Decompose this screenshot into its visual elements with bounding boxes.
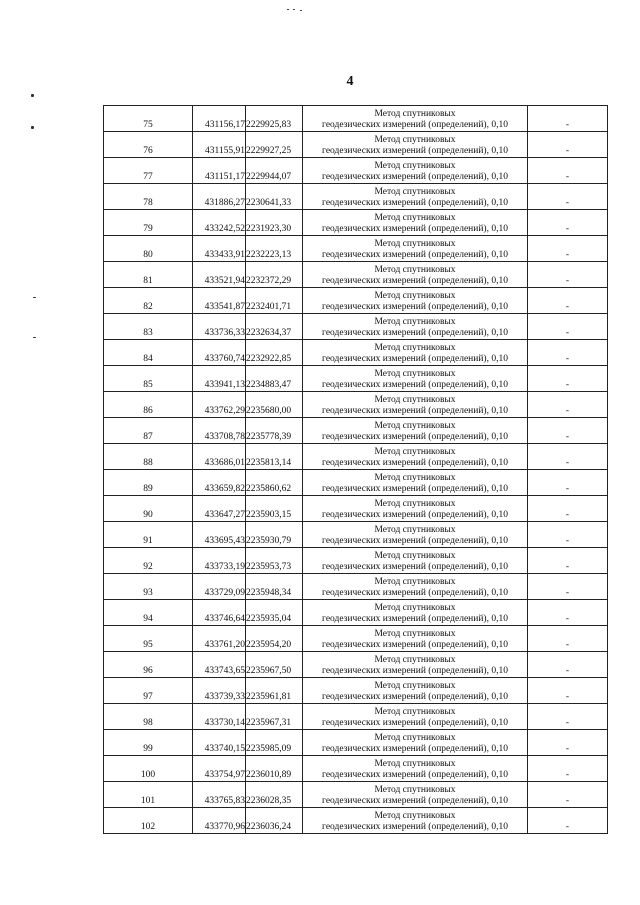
table-row <box>104 782 608 808</box>
table-row <box>104 366 608 392</box>
method-line-2: геодезических измерений (определений), 0,10 <box>322 172 508 182</box>
table-row <box>104 262 608 288</box>
method-line-1: Метод спутниковых <box>374 525 456 535</box>
method-line-1: Метод спутниковых <box>374 577 456 587</box>
method-line-2: геодезических измерений (определений), 0,10 <box>322 198 508 208</box>
point-number: 75 <box>104 106 193 132</box>
coordinate-y: 2235813,14 <box>246 444 303 470</box>
method-line-2: геодезических измерений (определений), 0,10 <box>322 692 508 702</box>
note-dash: - <box>528 574 608 600</box>
coordinate-x: 433695,43 <box>193 522 246 548</box>
method-cell <box>303 522 528 548</box>
scan-speck <box>31 126 34 129</box>
point-number: 76 <box>104 132 193 158</box>
note-dash: - <box>528 106 608 132</box>
point-number: 98 <box>104 704 193 730</box>
method-cell <box>303 626 528 652</box>
method-cell <box>303 314 528 340</box>
point-number: 85 <box>104 366 193 392</box>
point-number: 95 <box>104 626 193 652</box>
coordinate-y: 2235948,34 <box>246 574 303 600</box>
point-number: 100 <box>104 756 193 782</box>
point-number: 80 <box>104 236 193 262</box>
note-dash: - <box>528 756 608 782</box>
method-cell <box>303 730 528 756</box>
coordinate-x: 433765,83 <box>193 782 246 808</box>
coordinate-y: 2235860,62 <box>246 470 303 496</box>
table-row <box>104 210 608 236</box>
method-line-1: Метод спутниковых <box>374 759 456 769</box>
method-line-2: геодезических измерений (определений), 0,10 <box>322 328 508 338</box>
note-dash: - <box>528 626 608 652</box>
coordinate-y: 2235967,50 <box>246 652 303 678</box>
method-line-1: Метод спутниковых <box>374 213 456 223</box>
method-line-2: геодезических измерений (определений), 0,10 <box>322 822 508 832</box>
table-row <box>104 106 608 132</box>
page-number: 4 <box>346 74 354 89</box>
method-line-2: геодезических измерений (определений), 0,10 <box>322 718 508 728</box>
table-row <box>104 522 608 548</box>
coordinate-x: 431886,27 <box>193 184 246 210</box>
coordinate-y: 2229925,83 <box>246 106 303 132</box>
note-dash: - <box>528 808 608 834</box>
point-number: 84 <box>104 340 193 366</box>
note-dash: - <box>528 782 608 808</box>
note-dash: - <box>528 418 608 444</box>
method-cell <box>303 704 528 730</box>
coordinate-x: 433941,13 <box>193 366 246 392</box>
method-line-1: Метод спутниковых <box>374 369 456 379</box>
method-line-1: Метод спутниковых <box>374 551 456 561</box>
coordinate-y: 2235903,15 <box>246 496 303 522</box>
coordinate-y: 2236010,89 <box>246 756 303 782</box>
table-row <box>104 756 608 782</box>
coordinate-y: 2235953,73 <box>246 548 303 574</box>
method-cell <box>303 392 528 418</box>
method-line-2: геодезических измерений (определений), 0,10 <box>322 484 508 494</box>
method-line-2: геодезических измерений (определений), 0,10 <box>322 224 508 234</box>
coordinate-y: 2235935,04 <box>246 600 303 626</box>
method-line-2: геодезических измерений (определений), 0,10 <box>322 302 508 312</box>
note-dash: - <box>528 496 608 522</box>
method-cell <box>303 132 528 158</box>
note-dash: - <box>528 652 608 678</box>
table-row <box>104 288 608 314</box>
method-line-1: Метод спутниковых <box>374 317 456 327</box>
point-number: 90 <box>104 496 193 522</box>
note-dash: - <box>528 340 608 366</box>
note-dash: - <box>528 132 608 158</box>
point-number: 89 <box>104 470 193 496</box>
note-dash: - <box>528 548 608 574</box>
note-dash: - <box>528 314 608 340</box>
point-number: 83 <box>104 314 193 340</box>
table-row <box>104 184 608 210</box>
method-cell <box>303 184 528 210</box>
method-line-1: Метод спутниковых <box>374 681 456 691</box>
scan-mark-top <box>293 9 295 10</box>
note-dash: - <box>528 184 608 210</box>
method-line-1: Метод спутниковых <box>374 109 456 119</box>
point-number: 88 <box>104 444 193 470</box>
table-row <box>104 418 608 444</box>
coordinate-y: 2232223,13 <box>246 236 303 262</box>
coordinate-y: 2235680,00 <box>246 392 303 418</box>
coordinate-x: 433729,09 <box>193 574 246 600</box>
coordinate-y: 2229927,25 <box>246 132 303 158</box>
method-cell <box>303 288 528 314</box>
point-number: 91 <box>104 522 193 548</box>
note-dash: - <box>528 470 608 496</box>
coordinate-y: 2235967,31 <box>246 704 303 730</box>
coordinate-y: 2235985,09 <box>246 730 303 756</box>
table-row <box>104 704 608 730</box>
point-number: 94 <box>104 600 193 626</box>
note-dash: - <box>528 366 608 392</box>
note-dash: - <box>528 522 608 548</box>
table-row <box>104 470 608 496</box>
method-line-1: Метод спутниковых <box>374 707 456 717</box>
point-number: 93 <box>104 574 193 600</box>
method-line-1: Метод спутниковых <box>374 291 456 301</box>
note-dash: - <box>528 444 608 470</box>
method-line-2: геодезических измерений (определений), 0,10 <box>322 588 508 598</box>
method-cell <box>303 340 528 366</box>
method-cell <box>303 808 528 834</box>
method-line-2: геодезических измерений (определений), 0,10 <box>322 640 508 650</box>
table-row <box>104 730 608 756</box>
table-row <box>104 496 608 522</box>
table-row <box>104 678 608 704</box>
coordinate-x: 433521,94 <box>193 262 246 288</box>
method-cell <box>303 158 528 184</box>
method-cell <box>303 418 528 444</box>
method-line-2: геодезических измерений (определений), 0,10 <box>322 406 508 416</box>
note-dash: - <box>528 704 608 730</box>
method-line-2: геодезических измерений (определений), 0,10 <box>322 796 508 806</box>
note-dash: - <box>528 236 608 262</box>
method-line-2: геодезических измерений (определений), 0,10 <box>322 458 508 468</box>
method-line-1: Метод спутниковых <box>374 655 456 665</box>
point-number: 79 <box>104 210 193 236</box>
method-cell <box>303 236 528 262</box>
point-number: 102 <box>104 808 193 834</box>
coordinate-x: 433740,15 <box>193 730 246 756</box>
point-number: 92 <box>104 548 193 574</box>
method-line-2: геодезических измерений (определений), 0,10 <box>322 666 508 676</box>
method-cell <box>303 574 528 600</box>
method-cell <box>303 600 528 626</box>
method-line-1: Метод спутниковых <box>374 187 456 197</box>
point-number: 86 <box>104 392 193 418</box>
method-line-1: Метод спутниковых <box>374 395 456 405</box>
method-cell <box>303 496 528 522</box>
coordinate-y: 2231923,30 <box>246 210 303 236</box>
point-number: 78 <box>104 184 193 210</box>
method-line-2: геодезических измерений (определений), 0,10 <box>322 770 508 780</box>
point-number: 96 <box>104 652 193 678</box>
coordinate-x: 433760,74 <box>193 340 246 366</box>
note-dash: - <box>528 262 608 288</box>
coordinate-x: 433736,33 <box>193 314 246 340</box>
coordinate-x: 433708,78 <box>193 418 246 444</box>
method-line-2: геодезических измерений (определений), 0,10 <box>322 146 508 156</box>
method-line-2: геодезических измерений (определений), 0,10 <box>322 510 508 520</box>
method-line-1: Метод спутниковых <box>374 161 456 171</box>
table-row <box>104 574 608 600</box>
point-number: 77 <box>104 158 193 184</box>
note-dash: - <box>528 158 608 184</box>
method-line-2: геодезических измерений (определений), 0,10 <box>322 120 508 130</box>
method-line-1: Метод спутниковых <box>374 733 456 743</box>
coordinate-x: 433433,91 <box>193 236 246 262</box>
coordinate-y: 2234883,47 <box>246 366 303 392</box>
scan-speck <box>31 94 34 97</box>
coordinate-x: 433733,19 <box>193 548 246 574</box>
coordinate-x: 433762,29 <box>193 392 246 418</box>
note-dash: - <box>528 730 608 756</box>
coordinate-y: 2235954,20 <box>246 626 303 652</box>
note-dash: - <box>528 288 608 314</box>
method-cell <box>303 106 528 132</box>
table-row <box>104 158 608 184</box>
method-cell <box>303 782 528 808</box>
coordinate-x: 433659,82 <box>193 470 246 496</box>
table-row <box>104 600 608 626</box>
table-row <box>104 314 608 340</box>
coordinate-y: 2232372,29 <box>246 262 303 288</box>
coordinate-x: 433754,97 <box>193 756 246 782</box>
coordinate-y: 2230641,33 <box>246 184 303 210</box>
method-line-1: Метод спутниковых <box>374 785 456 795</box>
coordinate-x: 433761,20 <box>193 626 246 652</box>
scan-speck <box>33 337 36 338</box>
coordinate-y: 2229944,07 <box>246 158 303 184</box>
scan-mark-top <box>287 9 289 10</box>
method-line-1: Метод спутниковых <box>374 343 456 353</box>
method-line-2: геодезических измерений (определений), 0,10 <box>322 432 508 442</box>
table-row <box>104 444 608 470</box>
method-line-1: Метод спутниковых <box>374 447 456 457</box>
point-number: 87 <box>104 418 193 444</box>
method-cell <box>303 548 528 574</box>
coordinate-x: 433730,14 <box>193 704 246 730</box>
method-line-2: геодезических измерений (определений), 0,10 <box>322 250 508 260</box>
scan-speck <box>33 297 36 298</box>
method-line-2: геодезических измерений (определений), 0,10 <box>322 276 508 286</box>
coordinate-x: 433770,96 <box>193 808 246 834</box>
method-line-1: Метод спутниковых <box>374 239 456 249</box>
method-cell <box>303 756 528 782</box>
method-line-2: геодезических измерений (определений), 0,10 <box>322 744 508 754</box>
coordinate-x: 433242,52 <box>193 210 246 236</box>
method-line-2: геодезических измерений (определений), 0,10 <box>322 536 508 546</box>
coordinate-x: 433647,27 <box>193 496 246 522</box>
table-row <box>104 652 608 678</box>
method-cell <box>303 210 528 236</box>
table-row <box>104 808 608 834</box>
method-line-2: геодезических измерений (определений), 0,10 <box>322 614 508 624</box>
point-number: 99 <box>104 730 193 756</box>
method-cell <box>303 366 528 392</box>
scan-mark-top <box>300 10 302 11</box>
point-number: 81 <box>104 262 193 288</box>
coordinate-x: 433541,87 <box>193 288 246 314</box>
method-line-1: Метод спутниковых <box>374 811 456 821</box>
method-line-2: геодезических измерений (определений), 0,10 <box>322 354 508 364</box>
note-dash: - <box>528 392 608 418</box>
method-line-1: Метод спутниковых <box>374 473 456 483</box>
method-line-1: Метод спутниковых <box>374 135 456 145</box>
method-line-1: Метод спутниковых <box>374 603 456 613</box>
table-row <box>104 626 608 652</box>
coordinates-table <box>103 105 608 834</box>
coordinate-x: 433746,64 <box>193 600 246 626</box>
method-line-1: Метод спутниковых <box>374 629 456 639</box>
method-line-2: геодезических измерений (определений), 0,10 <box>322 562 508 572</box>
coordinate-y: 2232634,37 <box>246 314 303 340</box>
method-cell <box>303 652 528 678</box>
note-dash: - <box>528 600 608 626</box>
method-cell <box>303 470 528 496</box>
method-cell <box>303 444 528 470</box>
coordinate-y: 2232401,71 <box>246 288 303 314</box>
table-row <box>104 340 608 366</box>
point-number: 97 <box>104 678 193 704</box>
coordinate-x: 431151,17 <box>193 158 246 184</box>
point-number: 101 <box>104 782 193 808</box>
method-line-1: Метод спутниковых <box>374 499 456 509</box>
coordinate-x: 431155,91 <box>193 132 246 158</box>
note-dash: - <box>528 678 608 704</box>
point-number: 82 <box>104 288 193 314</box>
table-row <box>104 548 608 574</box>
coordinate-y: 2236028,35 <box>246 782 303 808</box>
coordinate-x: 433739,33 <box>193 678 246 704</box>
table-row <box>104 392 608 418</box>
coordinate-y: 2235778,39 <box>246 418 303 444</box>
coordinate-x: 431156,17 <box>193 106 246 132</box>
table-row <box>104 236 608 262</box>
method-cell <box>303 678 528 704</box>
coordinate-y: 2232922,85 <box>246 340 303 366</box>
method-line-1: Метод спутниковых <box>374 265 456 275</box>
coordinate-x: 433686,01 <box>193 444 246 470</box>
coordinate-y: 2235961,81 <box>246 678 303 704</box>
coordinate-y: 2235930,79 <box>246 522 303 548</box>
table-row <box>104 132 608 158</box>
method-cell <box>303 262 528 288</box>
coordinate-y: 2236036,24 <box>246 808 303 834</box>
method-line-2: геодезических измерений (определений), 0,10 <box>322 380 508 390</box>
coordinate-x: 433743,65 <box>193 652 246 678</box>
method-line-1: Метод спутниковых <box>374 421 456 431</box>
note-dash: - <box>528 210 608 236</box>
